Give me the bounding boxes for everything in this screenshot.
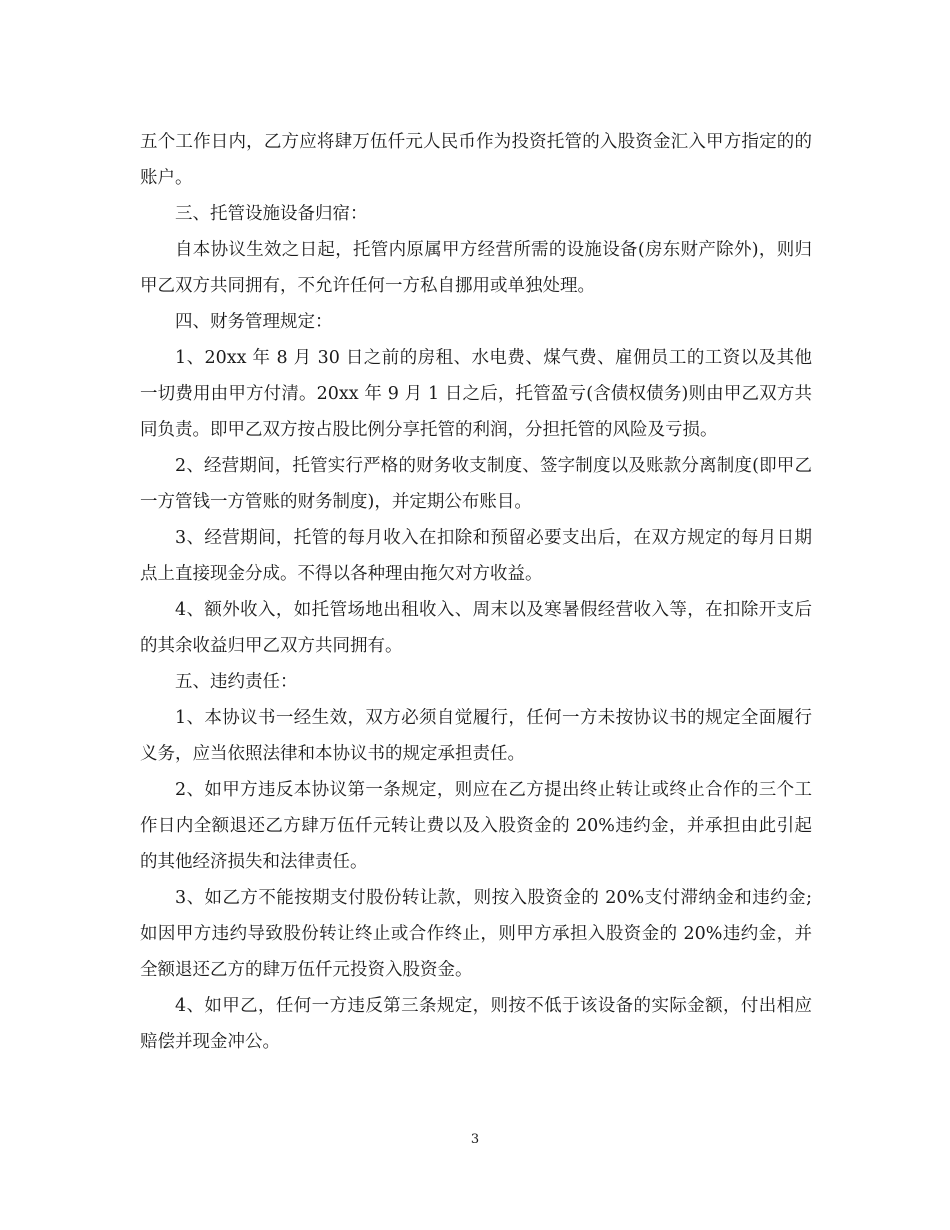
section-heading-facilities: 三、托管设施设备归宿： — [175, 204, 368, 224]
paragraph-liability-item-4: 4、如甲乙，任何一方违反第三条规定，则按不低于该设备的实际金额，付出相应赔偿并现金冲公。 — [140, 996, 812, 1052]
paragraph-finance-item-2: 2、经营期间，托管实行严格的财务收支制度、签字制度以及账款分离制度(即甲乙一方管钱一方管账的财务制度)，并定期公布账目。 — [140, 456, 812, 512]
paragraph-transfer-deadline: 五个工作日内，乙方应将肆万伍仟元人民币作为投资托管的入股资金汇入甲方指定的的账户。 — [140, 132, 812, 188]
paragraph-liability-item-3: 3、如乙方不能按期支付股份转让款，则按入股资金的 20%支付滞纳金和违约金;如因甲方违约导致股份转让终止或合作终止，则甲方承担入股资金的 20%违约金，并全额退还乙方的肆万伍仟元投资入股资金。 — [140, 888, 812, 980]
paragraph-finance-item-1: 1、20xx 年 8 月 30 日之前的房租、水电费、煤气费、雇佣员工的工资以及其他一切费用由甲方付清。20xx 年 9 月 1 日之后，托管盈亏(含债权债务)则由甲乙双方共同负责。即甲乙双方按占股比例分享托管的利润，分担托管的风险及亏损。 — [140, 348, 812, 440]
paragraph-liability-item-2: 2、如甲方违反本协议第一条规定，则应在乙方提出终止转让或终止合作的三个工作日内全额退还乙方肆万伍仟元转让费以及入股资金的 20%违约金，并承担由此引起的其他经济损失和法律责任。 — [140, 780, 812, 872]
paragraph-finance-item-4: 4、额外收入，如托管场地出租收入、周末以及寒暑假经营收入等，在扣除开支后的其余收益归甲乙双方共同拥有。 — [140, 600, 812, 656]
document-body — [140, 124, 812, 1060]
paragraph-facilities-ownership: 自本协议生效之日起，托管内原属甲方经营所需的设施设备(房东财产除外)，则归甲乙双方共同拥有，不允许任何一方私自挪用或单独处理。 — [140, 240, 812, 296]
paragraph-liability-item-1: 1、本协议书一经生效，双方必须自觉履行，任何一方未按协议书的规定全面履行义务，应当依照法律和本协议书的规定承担责任。 — [140, 708, 812, 764]
paragraph-finance-item-3: 3、经营期间，托管的每月收入在扣除和预留必要支出后，在双方规定的每月日期点上直接现金分成。不得以各种理由拖欠对方收益。 — [140, 528, 812, 584]
page-number: 3 — [470, 1132, 480, 1147]
section-heading-liability: 五、违约责任： — [175, 672, 298, 692]
section-heading-finance: 四、财务管理规定： — [175, 312, 333, 332]
